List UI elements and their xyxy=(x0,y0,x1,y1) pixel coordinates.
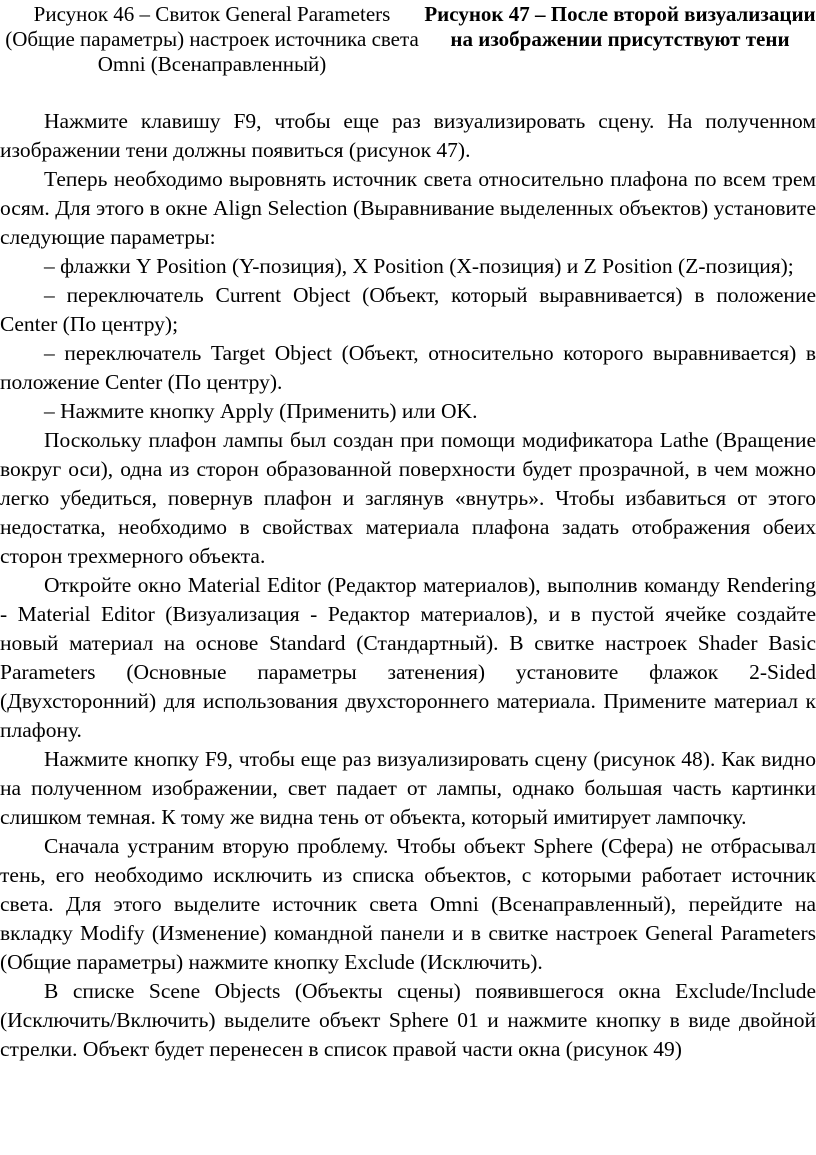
list-item-position-flags: – флажки Y Position (Y-позиция), X Position (X-позиция) и Z Position (Z-позиция); xyxy=(44,254,794,278)
body-text xyxy=(0,107,816,1064)
paragraph-lathe: Поскольку плафон лампы был создан при помощи модификатора Lathe (Вращение вокруг оси), одна из сторон образованной поверхности будет прозрачной, в чем можно легко убедиться, повернув плафон и заглянув «внутрь». Чтобы избавиться от этого недостатка, необходимо в свойствах материала плафона задать отображения обеих сторон трехмерного объекта. xyxy=(0,428,816,568)
paragraph-material-editor: Откройте окно Material Editor (Редактор материалов), выполнив команду Rendering - Material Editor (Визуализация - Редактор материалов), и в пустой ячейке создайте новый материал на основе Standard (Стандартный). В свитке настроек Shader Basic Parameters (Основные параметры затенения) установите флажок 2-Sided (Двухсторонний) для использования двухстороннего материала. Примените материал к плафону. xyxy=(0,573,816,742)
paragraph-render-f9: Нажмите клавишу F9, чтобы еще раз визуализировать сцену. На полученном изображении тени должны появиться (рисунок 47). xyxy=(0,109,816,162)
paragraph-exclude-sphere: Сначала устраним вторую проблему. Чтобы объект Sphere (Сфера) не отбрасывал тень, его необходимо исключить из списка объектов, с которыми работает источник света. Для этого выделите источник света Omni (Всенаправленный), перейдите на вкладку Modify (Изменение) командной панели и в свитке настроек General Parameters (Общие параметры) нажмите кнопку Exclude (Исключить). xyxy=(0,834,816,974)
list-item-apply: – Нажмите кнопку Apply (Применить) или OK. xyxy=(44,399,478,423)
figure-46-caption: Рисунок 46 – Свиток General Parameters (Общие параметры) настроек источника света Omni (Всенаправленный) xyxy=(5,2,419,76)
list-item-target-object: – переключатель Target Object (Объект, относительно которого выравнивается) в положение Center (По центру). xyxy=(0,341,816,394)
paragraph-align-intro: Теперь необходимо выровнять источник света относительно плафона по всем трем осям. Для этого в окне Align Selection (Выравнивание выделенных объектов) установите следующие параметры: xyxy=(0,167,816,249)
figure-47-caption: Рисунок 47 – После второй визуализации на изображении присутствуют тени xyxy=(424,2,816,51)
paragraph-scene-objects: В списке Scene Objects (Объекты сцены) появившегося окна Exclude/Include (Исключить/Включить) выделите объект Sphere 01 и нажмите кнопку в виде двойной стрелки. Объект будет перенесен в список правой части окна (рисунок 49) xyxy=(0,979,816,1061)
figure-captions xyxy=(0,2,816,102)
paragraph-render-again: Нажмите кнопку F9, чтобы еще раз визуализировать сцену (рисунок 48). Как видно на полученном изображении, свет падает от лампы, однако большая часть картинки слишком темная. К тому же видна тень от объекта, который имитирует лампочку. xyxy=(0,747,816,829)
list-item-current-object: – переключатель Current Object (Объект, который выравнивается) в положение Center (По центру); xyxy=(0,283,816,336)
